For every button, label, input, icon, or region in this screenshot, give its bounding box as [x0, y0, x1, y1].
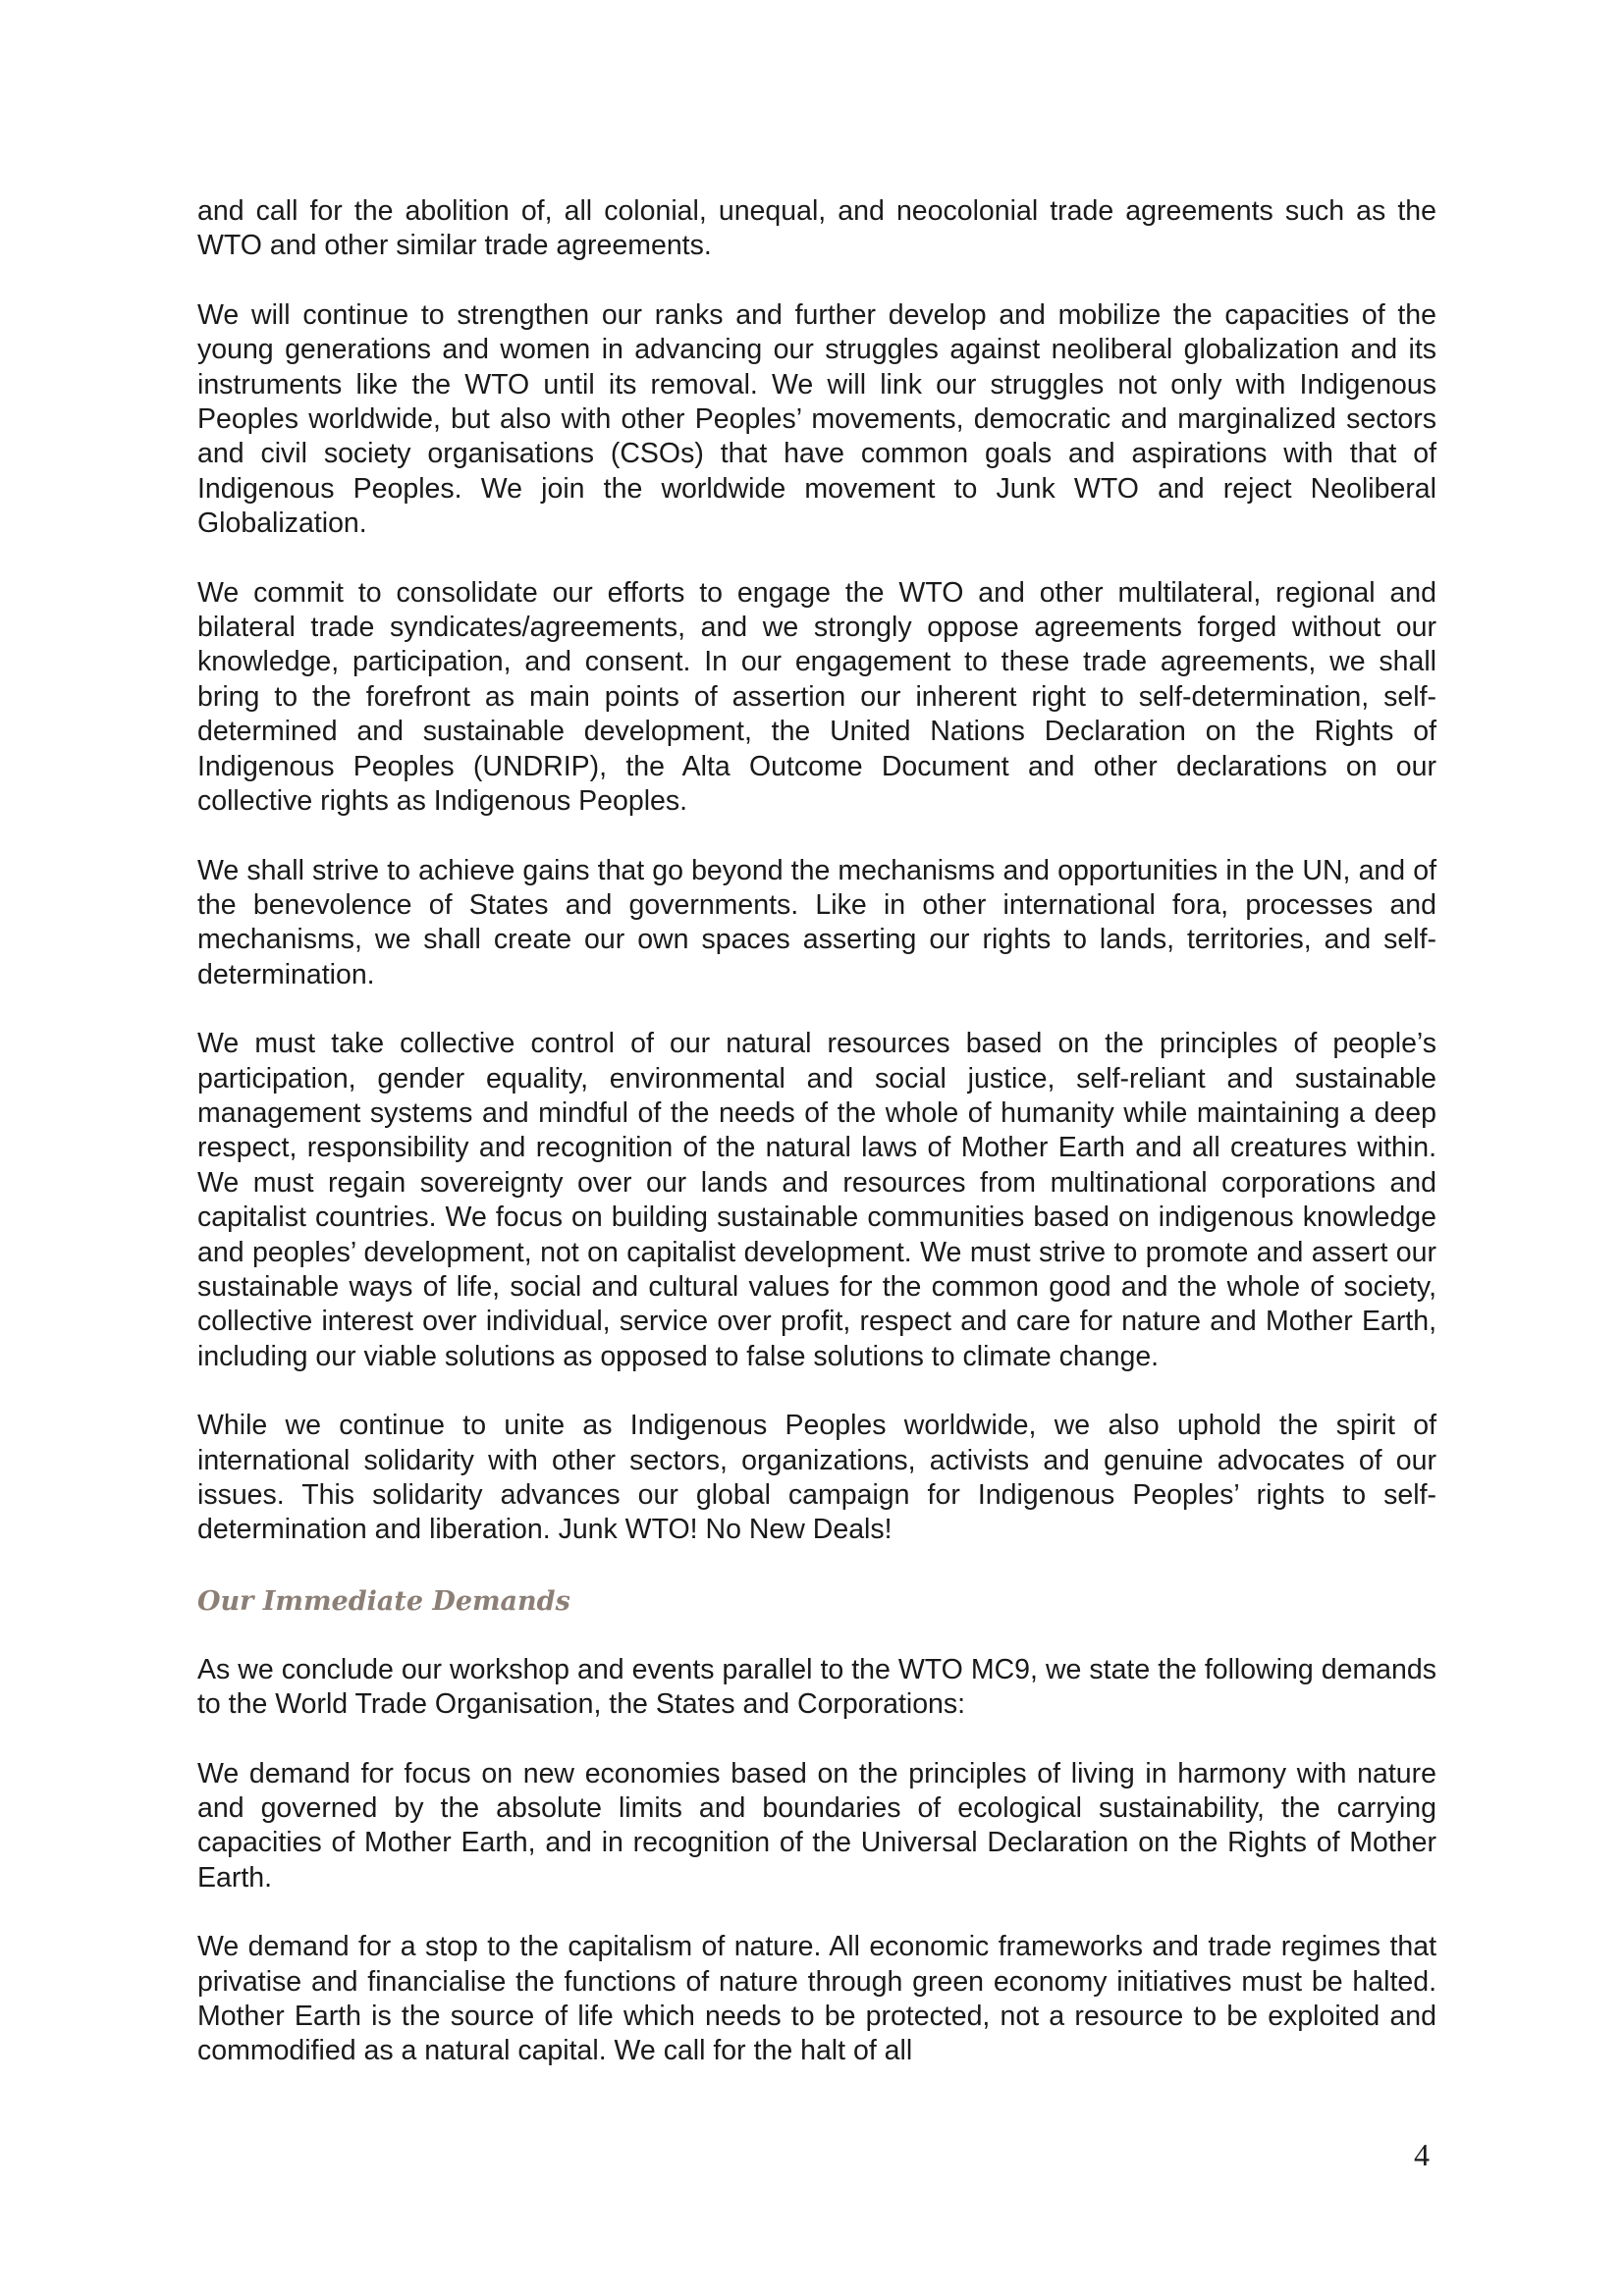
page-body	[197, 194, 1436, 2104]
paragraph: We will continue to strengthen our ranks and further develop and mobilize the capacities of the young generations and women in advancing our struggles against neoliberal globalization and its instruments like the WTO until its removal. We will link our struggles not only with Indigenous Peoples worldwide, but also with other Peoples’ movements, democratic and marginalized sectors and civil society organisations (CSOs) that have common goals and aspirations with that of Indigenous Peoples. We join the worldwide movement to Junk WTO and reject Neoliberal Globalization.	[197, 298, 1436, 540]
paragraph: We demand for focus on new economies based on the principles of living in harmony with nature and governed by the absolute limits and boundaries of ecological sustainability, the carrying capacities of Mother Earth, and in recognition of the Universal Declaration on the Rights of Mother Earth.	[197, 1757, 1436, 1894]
paragraph: We shall strive to achieve gains that go beyond the mechanisms and opportunities in the UN, and of the benevolence of States and governments. Like in other international fora, processes and mechanisms, we shall create our own spaces asserting our rights to lands, territories, and self-determination.	[197, 854, 1436, 990]
paragraph: While we continue to unite as Indigenous Peoples worldwide, we also uphold the spirit of international solidarity with other sectors, organizations, activists and genuine advocates of our issues. This solidarity advances our global campaign for Indigenous Peoples’ rights to self-determination and liberation. Junk WTO! No New Deals!	[197, 1410, 1436, 1546]
paragraph: As we conclude our workshop and events parallel to the WTO MC9, we state the following demands to the World Trade Organisation, the States and Corporations:	[197, 1653, 1436, 1721]
section-heading: Our Immediate Demands	[197, 1585, 570, 1617]
paragraph: and call for the abolition of, all colonial, unequal, and neocolonial trade agreements such as the WTO and other similar trade agreements.	[197, 195, 1436, 262]
paragraph: We demand for a stop to the capitalism of nature. All economic frameworks and trade regimes that privatise and financialise the functions of nature through green economy initiatives must be halted. Mother Earth is the source of life which needs to be protected, not a resource to be exploited and commodified as a natural capital. We call for the halt of all	[197, 1931, 1436, 2067]
paragraph: We must take collective control of our natural resources based on the principles of people’s participation, gender equality, environmental and social justice, self-reliant and sustainable management systems and mindful of the needs of the whole of humanity while maintaining a deep respect, responsibility and recognition of the natural laws of Mother Earth and all creatures within. We must regain sovereignty over our lands and resources from multinational corporations and capitalist countries. We focus on building sustainable communities based on indigenous knowledge and peoples’ development, not on capitalist development. We must strive to promote and assert our sustainable ways of life, social and cultural values for the common good and the whole of society, collective interest over individual, service over profit, respect and care for nature and Mother Earth, including our viable solutions as opposed to false solutions to climate change.	[197, 1028, 1436, 1372]
paragraph: We commit to consolidate our efforts to engage the WTO and other multilateral, regional and bilateral trade syndicates/agreements, and we strongly oppose agreements forged without our knowledge, participation, and consent. In our engagement to these trade agreements, we shall bring to the forefront as main points of assertion our inherent right to self-determination, self-determined and sustainable development, the United Nations Declaration on the Rights of Indigenous Peoples (UNDRIP), the Alta Outcome Document and other declarations on our collective rights as Indigenous Peoples.	[197, 576, 1436, 818]
page-number: 4	[1414, 2137, 1430, 2172]
